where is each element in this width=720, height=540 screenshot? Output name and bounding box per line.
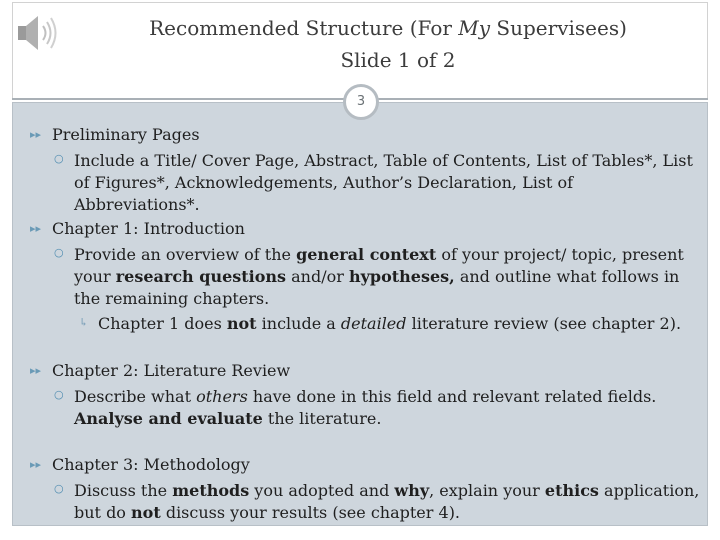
sub-bullet-text-chapter1: Chapter 1 does not include a detailed literature review (see chapter 2). (98, 314, 682, 333)
double-chevron-bullet-icon: ▸▸ (30, 128, 42, 141)
bullet-text-chapter2: Describe what others have done in this field and relevant related fields. Analyse and evaluate the literature. (74, 387, 657, 428)
bullet-text-preliminary: Include a Title/ Cover Page, Abstract, Table of Contents, List of Tables*, List of Figures*, Acknowledgements, Author’s Declaration, List of Abbreviations*. (74, 151, 693, 214)
section-heading-chapter3: Chapter 3: Methodology (52, 455, 250, 474)
double-chevron-bullet-icon: ▸▸ (30, 222, 42, 235)
section-heading-preliminary: Preliminary Pages (52, 125, 200, 144)
circle-bullet-icon: ○ (54, 482, 64, 495)
bullet-text-chapter3: Discuss the methods you adopted and why, explain your ethics application, but do not discuss your results (see chapter 4). (74, 481, 700, 522)
section-heading-chapter2: Chapter 2: Literature Review (52, 361, 291, 380)
double-chevron-bullet-icon: ▸▸ (30, 364, 42, 377)
slide-title-line1: Recommended Structure (For My Supervisees) (149, 16, 627, 40)
double-chevron-bullet-icon: ▸▸ (30, 458, 42, 471)
speaker-icon[interactable] (14, 12, 64, 56)
section-heading-chapter1: Chapter 1: Introduction (52, 219, 245, 238)
circle-bullet-icon: ○ (54, 246, 64, 259)
circle-bullet-icon: ○ (54, 388, 64, 401)
slide-title-line2: Slide 1 of 2 (340, 48, 456, 72)
slide-number-badge: 3 (343, 84, 379, 120)
circle-bullet-icon: ○ (54, 152, 64, 165)
bullet-text-chapter1: Provide an overview of the general context of your project/ topic, present your research questions and/or hypotheses, and outline what follows in the remaining chapters. (74, 245, 684, 308)
arrow-bullet-icon: ↳ (79, 316, 89, 329)
